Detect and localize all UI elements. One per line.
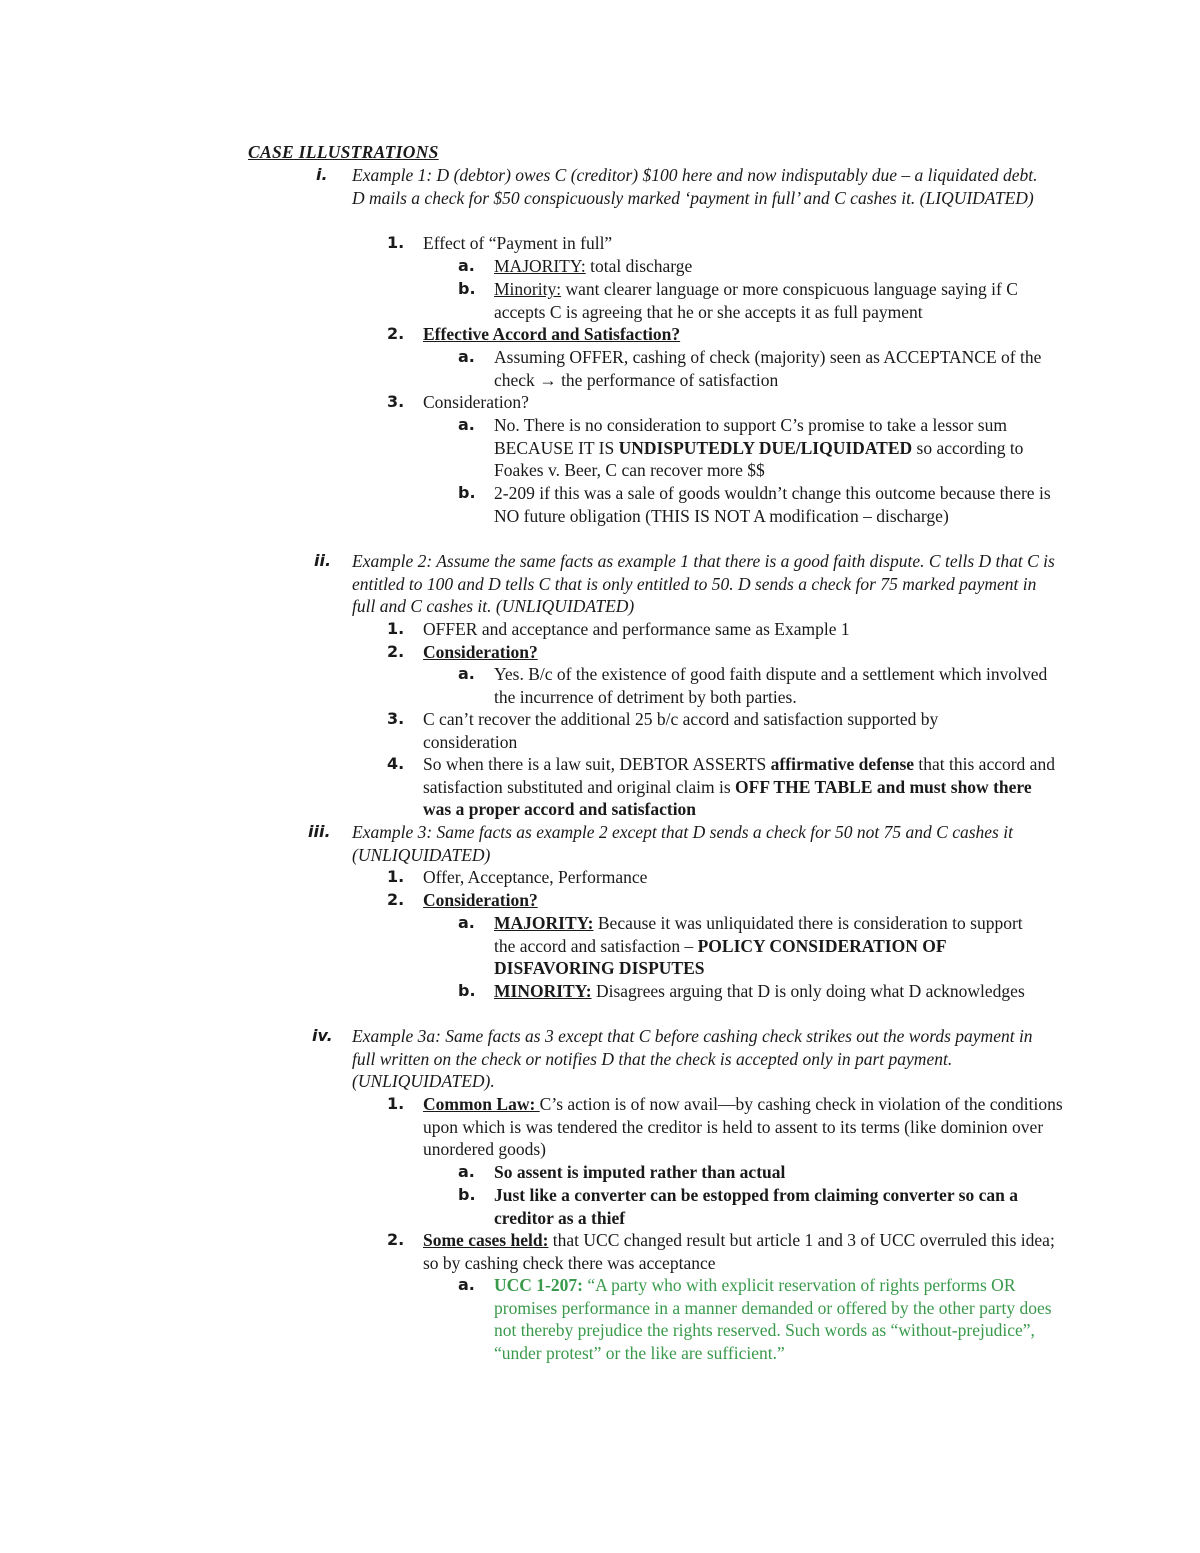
ex2-point-1	[387, 618, 1063, 641]
ex3a-point-2a	[458, 1274, 1054, 1364]
ex1-point-1b	[458, 278, 1064, 323]
list-marker: i.	[316, 165, 328, 184]
list-marker: 1.	[387, 1094, 405, 1113]
list-marker: ii.	[314, 551, 332, 570]
point-text: Consideration?	[423, 392, 529, 412]
point-text: Effect of “Payment in full”	[423, 233, 613, 253]
ex3-point-1	[387, 866, 1063, 889]
list-marker: a.	[458, 1162, 475, 1181]
list-marker: 1.	[387, 233, 405, 252]
example-3	[308, 821, 1042, 866]
point-text: so according to Foakes v. Beer, C can recover more $$	[494, 437, 1024, 481]
ex2-point-4	[387, 753, 1063, 821]
example-text: Example 3: Same facts as example 2 except that D sends a check for 50 not 75 and C cashes it (UNLIQUIDATED)	[352, 822, 1013, 865]
ex1-point-3a	[458, 414, 1054, 482]
ex3a-point-1a	[458, 1161, 1064, 1184]
list-marker: b.	[458, 1185, 476, 1204]
list-marker: 3.	[387, 392, 405, 411]
ex3a-point-1b	[458, 1184, 1064, 1229]
ex1-point-1a	[458, 255, 1064, 278]
emphasis-text: OFF THE TABLE and must show there was a proper accord and satisfaction	[423, 776, 1032, 820]
list-marker: iv.	[312, 1026, 333, 1045]
point-text: No. There is no consideration to support C’s promise to take a lessor sum BECAUSE IT IS	[494, 415, 1007, 458]
point-text: Assuming OFFER, cashing of check (majority) seen as ACCEPTANCE of the check	[494, 347, 1042, 390]
example-text: Example 1: D (debtor) owes C (creditor) $100 here and now indisputably due – a liquidated debt. D mails a check for $50 conspicuously marked ‘payment in full’ and C cashes it. (LIQUIDATED)	[352, 165, 1038, 208]
example-3a	[312, 1025, 1052, 1093]
ucc-label: UCC 1-207:	[494, 1275, 583, 1295]
point-text: want clearer language or more conspicuous language saying if C accepts C is agreeing that he or she accepts it as full payment	[494, 279, 1018, 322]
arrow-icon: →	[539, 369, 557, 390]
list-marker: a.	[458, 415, 475, 434]
list-marker: iii.	[308, 822, 331, 841]
point-text: C’s action is of now avail—by cashing check in violation of the conditions upon which is was tendered the creditor is held to assent to its terms (like dominion over unordered goods)	[423, 1094, 1063, 1160]
minority-label: MINORITY:	[494, 981, 592, 1001]
ex3-point-2b	[458, 980, 1039, 1003]
point-text: So assent is imputed rather than actual	[494, 1162, 786, 1182]
point-text: that UCC changed result but article 1 and 3 of UCC overruled this idea; so by cashing check there was acceptance	[423, 1230, 1055, 1273]
list-marker: 1.	[387, 867, 405, 886]
point-text: Disagrees arguing that D is only doing what D acknowledges	[591, 981, 1025, 1001]
list-marker: 4.	[387, 754, 405, 773]
majority-label: MAJORITY:	[494, 256, 586, 276]
point-text: total discharge	[585, 256, 693, 276]
ex1-point-2a	[458, 346, 1064, 391]
ex1-point-3	[387, 391, 1063, 414]
ex2-point-2a	[458, 663, 1054, 708]
list-marker: a.	[458, 1275, 475, 1294]
point-text: OFFER and acceptance and performance same as Example 1	[423, 619, 850, 639]
emphasis-text: affirmative defense	[770, 754, 915, 774]
ex3a-point-2	[387, 1229, 1063, 1274]
section-heading: CASE ILLUSTRATIONS	[248, 142, 439, 162]
point-text: Because it was unliquidated there is consideration to support the accord and satisfaction –	[494, 913, 1023, 956]
ex3-point-2	[387, 889, 1063, 912]
point-text: Consideration?	[423, 642, 538, 662]
point-text: So when there is a law suit, DEBTOR ASSERTS	[423, 754, 771, 774]
ucc-quote: “A party who with explicit reservation of rights performs OR promises performance in a manner demanded or offered by the other party does not thereby prejudice the rights reserved. Such words as “without-prejudice”, “under protest” or the like are sufficient.”	[494, 1275, 1052, 1363]
list-marker: b.	[458, 981, 476, 1000]
list-marker: b.	[458, 483, 476, 502]
list-marker: 2.	[387, 642, 405, 661]
example-2	[314, 550, 1057, 618]
list-marker: 3.	[387, 709, 405, 728]
common-law-label: Common Law:	[423, 1094, 540, 1114]
ex3-point-2a	[458, 912, 1039, 980]
list-marker: 2.	[387, 890, 405, 909]
minority-label: Minority:	[494, 279, 562, 299]
list-marker: b.	[458, 279, 476, 298]
ex2-point-3	[387, 708, 1023, 753]
ex1-point-3b	[458, 482, 1064, 527]
ex1-point-1	[387, 232, 1063, 255]
point-text: that this accord and satisfaction substituted and original claim is	[423, 754, 1055, 797]
list-marker: 2.	[387, 324, 405, 343]
list-marker: a.	[458, 913, 475, 932]
cases-held-label: Some cases held:	[423, 1230, 549, 1250]
list-marker: 2.	[387, 1230, 405, 1249]
point-text: Just like a converter can be estopped from claiming converter so can a creditor as a thief	[494, 1185, 1018, 1228]
example-text: Example 2: Assume the same facts as example 1 that there is a good faith dispute. C tells D that C is entitled to 100 and D tells C that is only entitled to 50. D sends a check for 75 marked payment in full and C cashes it. (UNLIQUIDATED)	[352, 551, 1055, 617]
point-text: Effective Accord and Satisfaction?	[423, 324, 681, 344]
point-text: 2-209 if this was a sale of goods wouldn’t change this outcome because there is NO future obligation (THIS IS NOT A modification – discharge)	[494, 483, 1051, 526]
point-text: Offer, Acceptance, Performance	[423, 867, 648, 887]
ex1-point-2	[387, 323, 1063, 346]
ex2-point-2	[387, 641, 1063, 664]
point-text: Consideration?	[423, 890, 538, 910]
ex3a-point-1	[387, 1093, 1068, 1161]
example-1	[316, 164, 1052, 209]
point-text: the performance of satisfaction	[556, 369, 779, 390]
point-text: Yes. B/c of the existence of good faith dispute and a settlement which involved the incurrence of detriment by both parties.	[494, 664, 1048, 707]
point-text: C can’t recover the additional 25 b/c accord and satisfaction supported by consideration	[423, 709, 939, 752]
majority-label: MAJORITY:	[494, 913, 594, 933]
list-marker: a.	[458, 347, 475, 366]
list-marker: a.	[458, 256, 475, 275]
list-marker: 1.	[387, 619, 405, 638]
list-marker: a.	[458, 664, 475, 683]
emphasis-text: POLICY CONSIDERATION OF DISFAVORING DISPUTES	[494, 935, 946, 979]
example-text: Example 3a: Same facts as 3 except that C before cashing check strikes out the words payment in full written on the check or notifies D that the check is accepted only in part payment. (UNLIQUIDATED).	[352, 1026, 1033, 1092]
emphasis-text: UNDISPUTEDLY DUE/LIQUIDATED	[618, 437, 913, 458]
